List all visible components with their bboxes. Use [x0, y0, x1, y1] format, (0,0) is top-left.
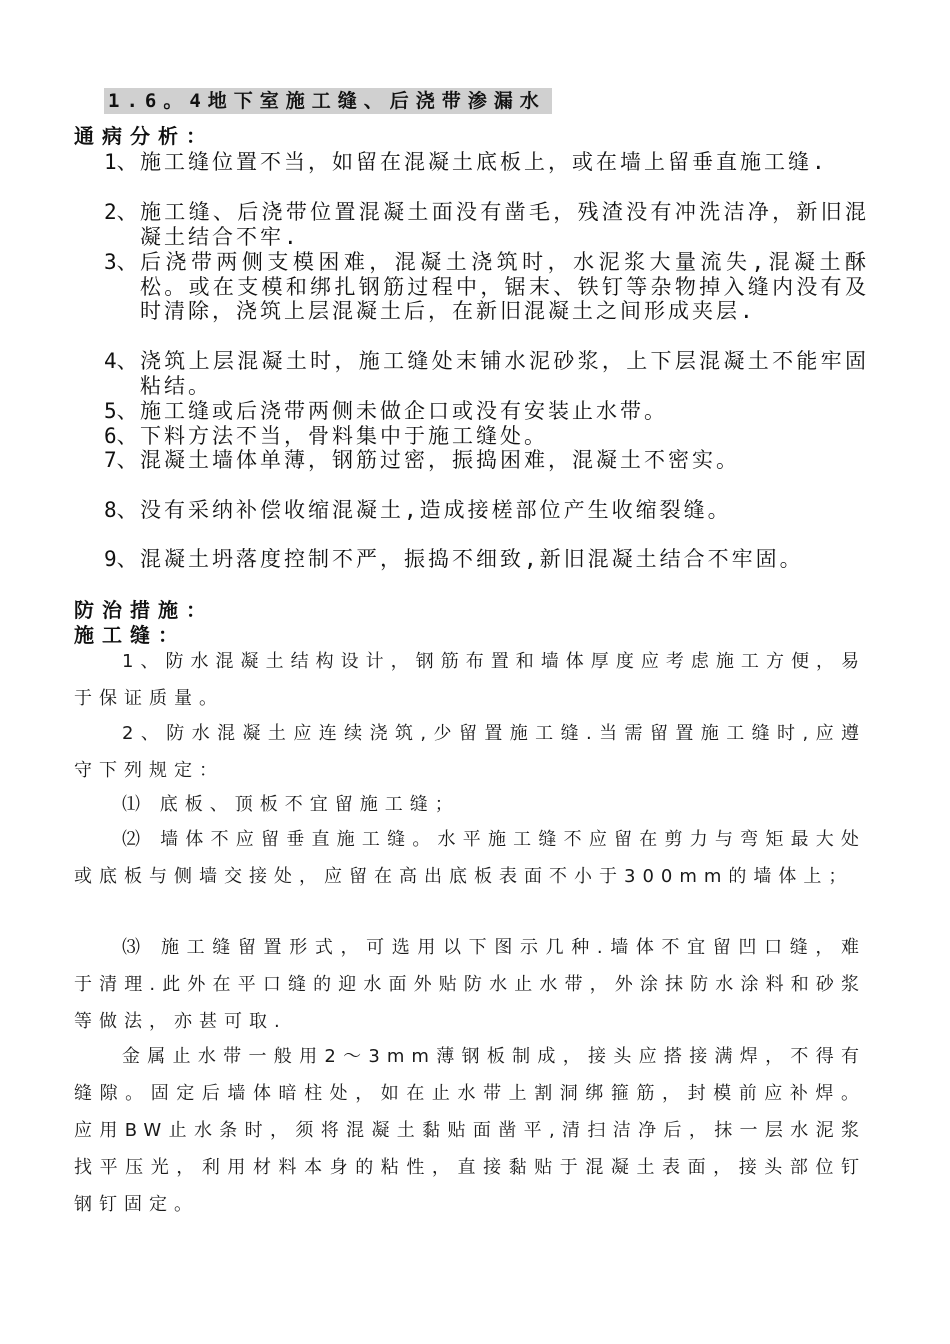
- measure-paragraph-3: ⑴ 底板、顶板不宜留施工缝；: [122, 794, 460, 815]
- analysis-item-3: [104, 250, 869, 324]
- item-number: 3、: [104, 250, 138, 274]
- item-number: 1、: [104, 150, 138, 174]
- measure-paragraph-5: ⑶ 施工缝留置形式，可选用以下图示几种.墙体不宜留凹口缝，难于清理.此外在平口缝的迎水面外贴防水止水带，外涂抹防水涂料和砂浆等做法，亦甚可取.: [74, 937, 866, 1032]
- item-number: 4、: [104, 349, 138, 373]
- item-text: 混凝土墙体单薄，钢筋过密，振捣困难，混凝土不密实。: [140, 448, 740, 472]
- item-number: 6、: [104, 424, 138, 448]
- item-text: 浇筑上层混凝土时，施工缝处末铺水泥砂浆，上下层混凝土不能牢固粘结。: [140, 349, 869, 398]
- analysis-item-9: [104, 547, 869, 572]
- item-text: 后浇带两侧支模困难，混凝土浇筑时，水泥浆大量流失,混凝土酥松。或在支模和绑扎钢筋过程中，锯末、铁钉等杂物掉入缝内没有及时清除，浇筑上层混凝土后，在新旧混凝土之间形成夹层.: [140, 250, 869, 324]
- item-text: 施工缝或后浇带两侧未做企口或没有安装止水带。: [140, 399, 668, 423]
- item-number: 8、: [104, 498, 138, 522]
- section-title: 1.6。4地下室施工缝、后浇带渗漏水: [104, 88, 552, 114]
- measure-paragraph-6: 金属止水带一般用2～3mm薄钢板制成，接头应搭接满焊，不得有缝隙。固定后墙体暗柱处，如在止水带上割洞绑箍筋，封模前应补焊。应用BW止水条时，须将混凝土黏贴面凿平,清扫洁净后，抹一层水泥浆找平压光，利用材料本身的粘性，直接黏贴于混凝土表面，接头部位钉钢钉固定。: [74, 1046, 866, 1215]
- item-number: 7、: [104, 448, 138, 472]
- construction-joint-heading: 施工缝：: [74, 623, 186, 647]
- analysis-item-8: [104, 498, 869, 523]
- item-text: 混凝土坍落度控制不严，振捣不细致,新旧混凝土结合不牢固。: [140, 547, 804, 571]
- item-text: 施工缝、后浇带位置混凝土面没有凿毛，残渣没有冲洗洁净，新旧混凝土结合不牢.: [140, 200, 869, 249]
- item-text: 下料方法不当，骨料集中于施工缝处。: [140, 424, 548, 448]
- analysis-item-2: [104, 200, 869, 249]
- item-number: 9、: [104, 547, 138, 571]
- analysis-item-6: [104, 424, 869, 449]
- item-text: 施工缝位置不当，如留在混凝土底板上，或在墙上留垂直施工缝.: [140, 150, 828, 174]
- analysis-item-7: [104, 448, 869, 473]
- analysis-item-5: [104, 399, 869, 424]
- analysis-item-1: [104, 150, 869, 175]
- measures-heading: 防治措施：: [74, 598, 214, 622]
- measure-paragraph-4: ⑵ 墙体不应留垂直施工缝。水平施工缝不应留在剪力与弯矩最大处或底板与侧墙交接处，应留在高出底板表面不小于300mm的墙体上；: [74, 829, 866, 887]
- measure-paragraph-1: 1、防水混凝土结构设计，钢筋布置和墙体厚度应考虑施工方便，易于保证质量。: [74, 651, 866, 709]
- analysis-item-4: [104, 349, 869, 398]
- item-number: 5、: [104, 399, 138, 423]
- analysis-heading: 通病分析：: [74, 124, 214, 148]
- item-text: 没有采纳补偿收缩混凝土,造成接槎部位产生收缩裂缝。: [140, 498, 732, 522]
- item-number: 2、: [104, 200, 138, 224]
- measure-paragraph-2: 2、防水混凝土应连续浇筑,少留置施工缝.当需留置施工缝时,应遵守下列规定：: [74, 723, 866, 781]
